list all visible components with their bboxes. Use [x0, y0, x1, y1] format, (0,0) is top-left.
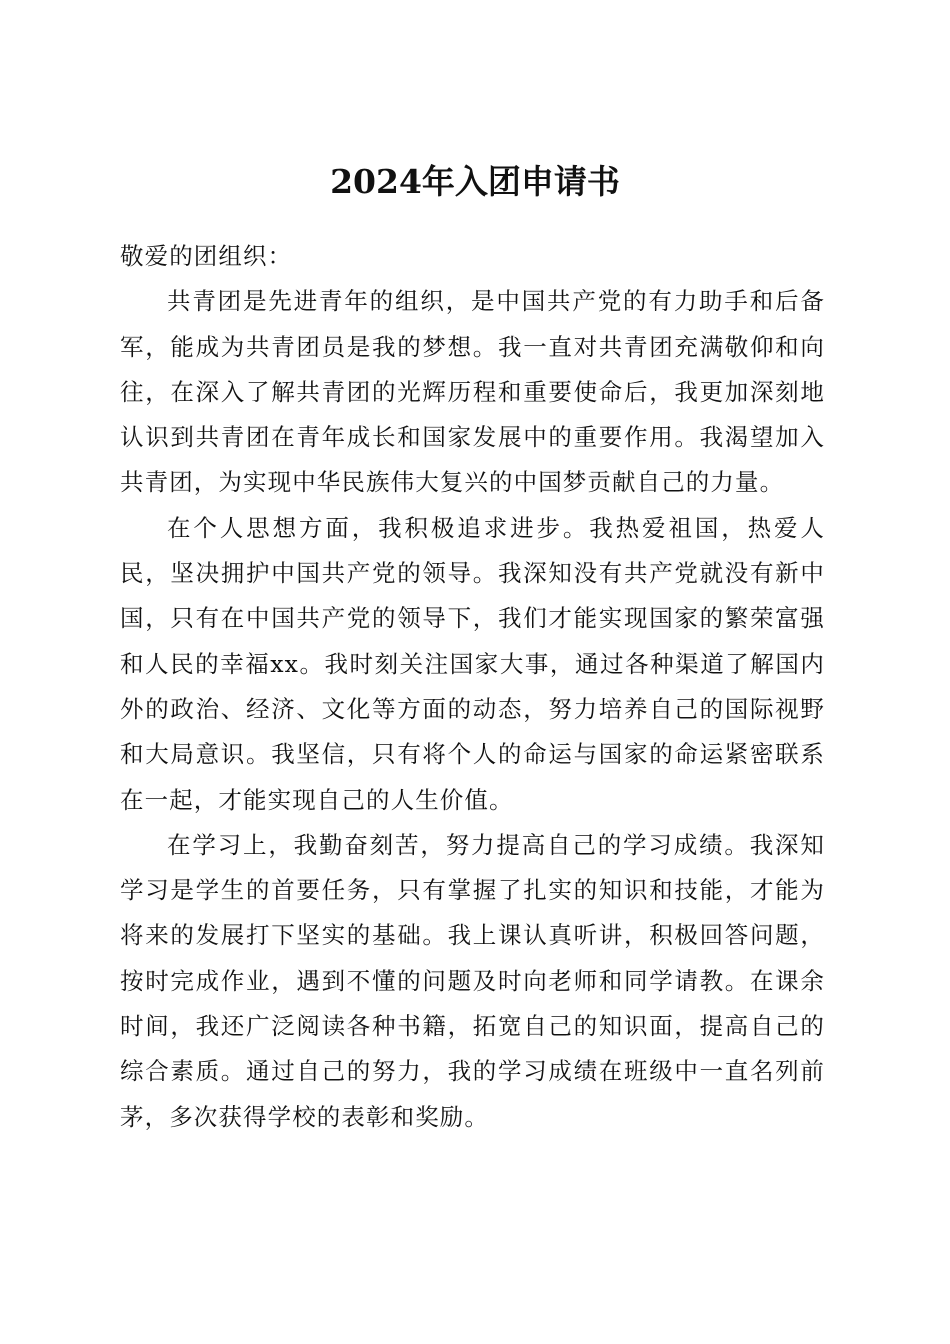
document-title: 2024年入团申请书 — [330, 162, 620, 202]
paragraph-2: 在个人思想方面，我积极追求进步。我热爱祖国，热爱人民，坚决拥护中国共产党的领导。我深知没有共产党就没有新中国，只有在中国共产党的领导下，我们才能实现国家的繁荣富强和人民的幸福xx。我时刻关注国家大事，通过各种渠道了解国内外的政治、经济、文化等方面的动态，努力培养自己的国际视野和大局意识。我坚信，只有将个人的命运与国家的命运紧密联系在一起，才能实现自己的人生价值。 — [120, 513, 825, 814]
salutation: 敬爱的团组织： — [120, 242, 293, 270]
document-body — [120, 234, 825, 1140]
paragraph-1: 共青团是先进青年的组织，是中国共产党的有力助手和后备军，能成为共青团员是我的梦想。我一直对共青团充满敬仰和向往，在深入了解共青团的光辉历程和重要使命后，我更加深刻地认识到共青团在青年成长和国家发展中的重要作用。我渴望加入共青团，为实现中华民族伟大复兴的中国梦贡献自己的力量。 — [120, 287, 825, 497]
paragraph-3: 在学习上，我勤奋刻苦，努力提高自己的学习成绩。我深知学习是学生的首要任务，只有掌握了扎实的知识和技能，才能为将来的发展打下坚实的基础。我上课认真听讲，积极回答问题，按时完成作业，遇到不懂的问题及时向老师和同学请教。在课余时间，我还广泛阅读各种书籍，拓宽自己的知识面，提高自己的综合素质。通过自己的努力，我的学习成绩在班级中一直名列前茅，多次获得学校的表彰和奖励。 — [120, 830, 825, 1131]
